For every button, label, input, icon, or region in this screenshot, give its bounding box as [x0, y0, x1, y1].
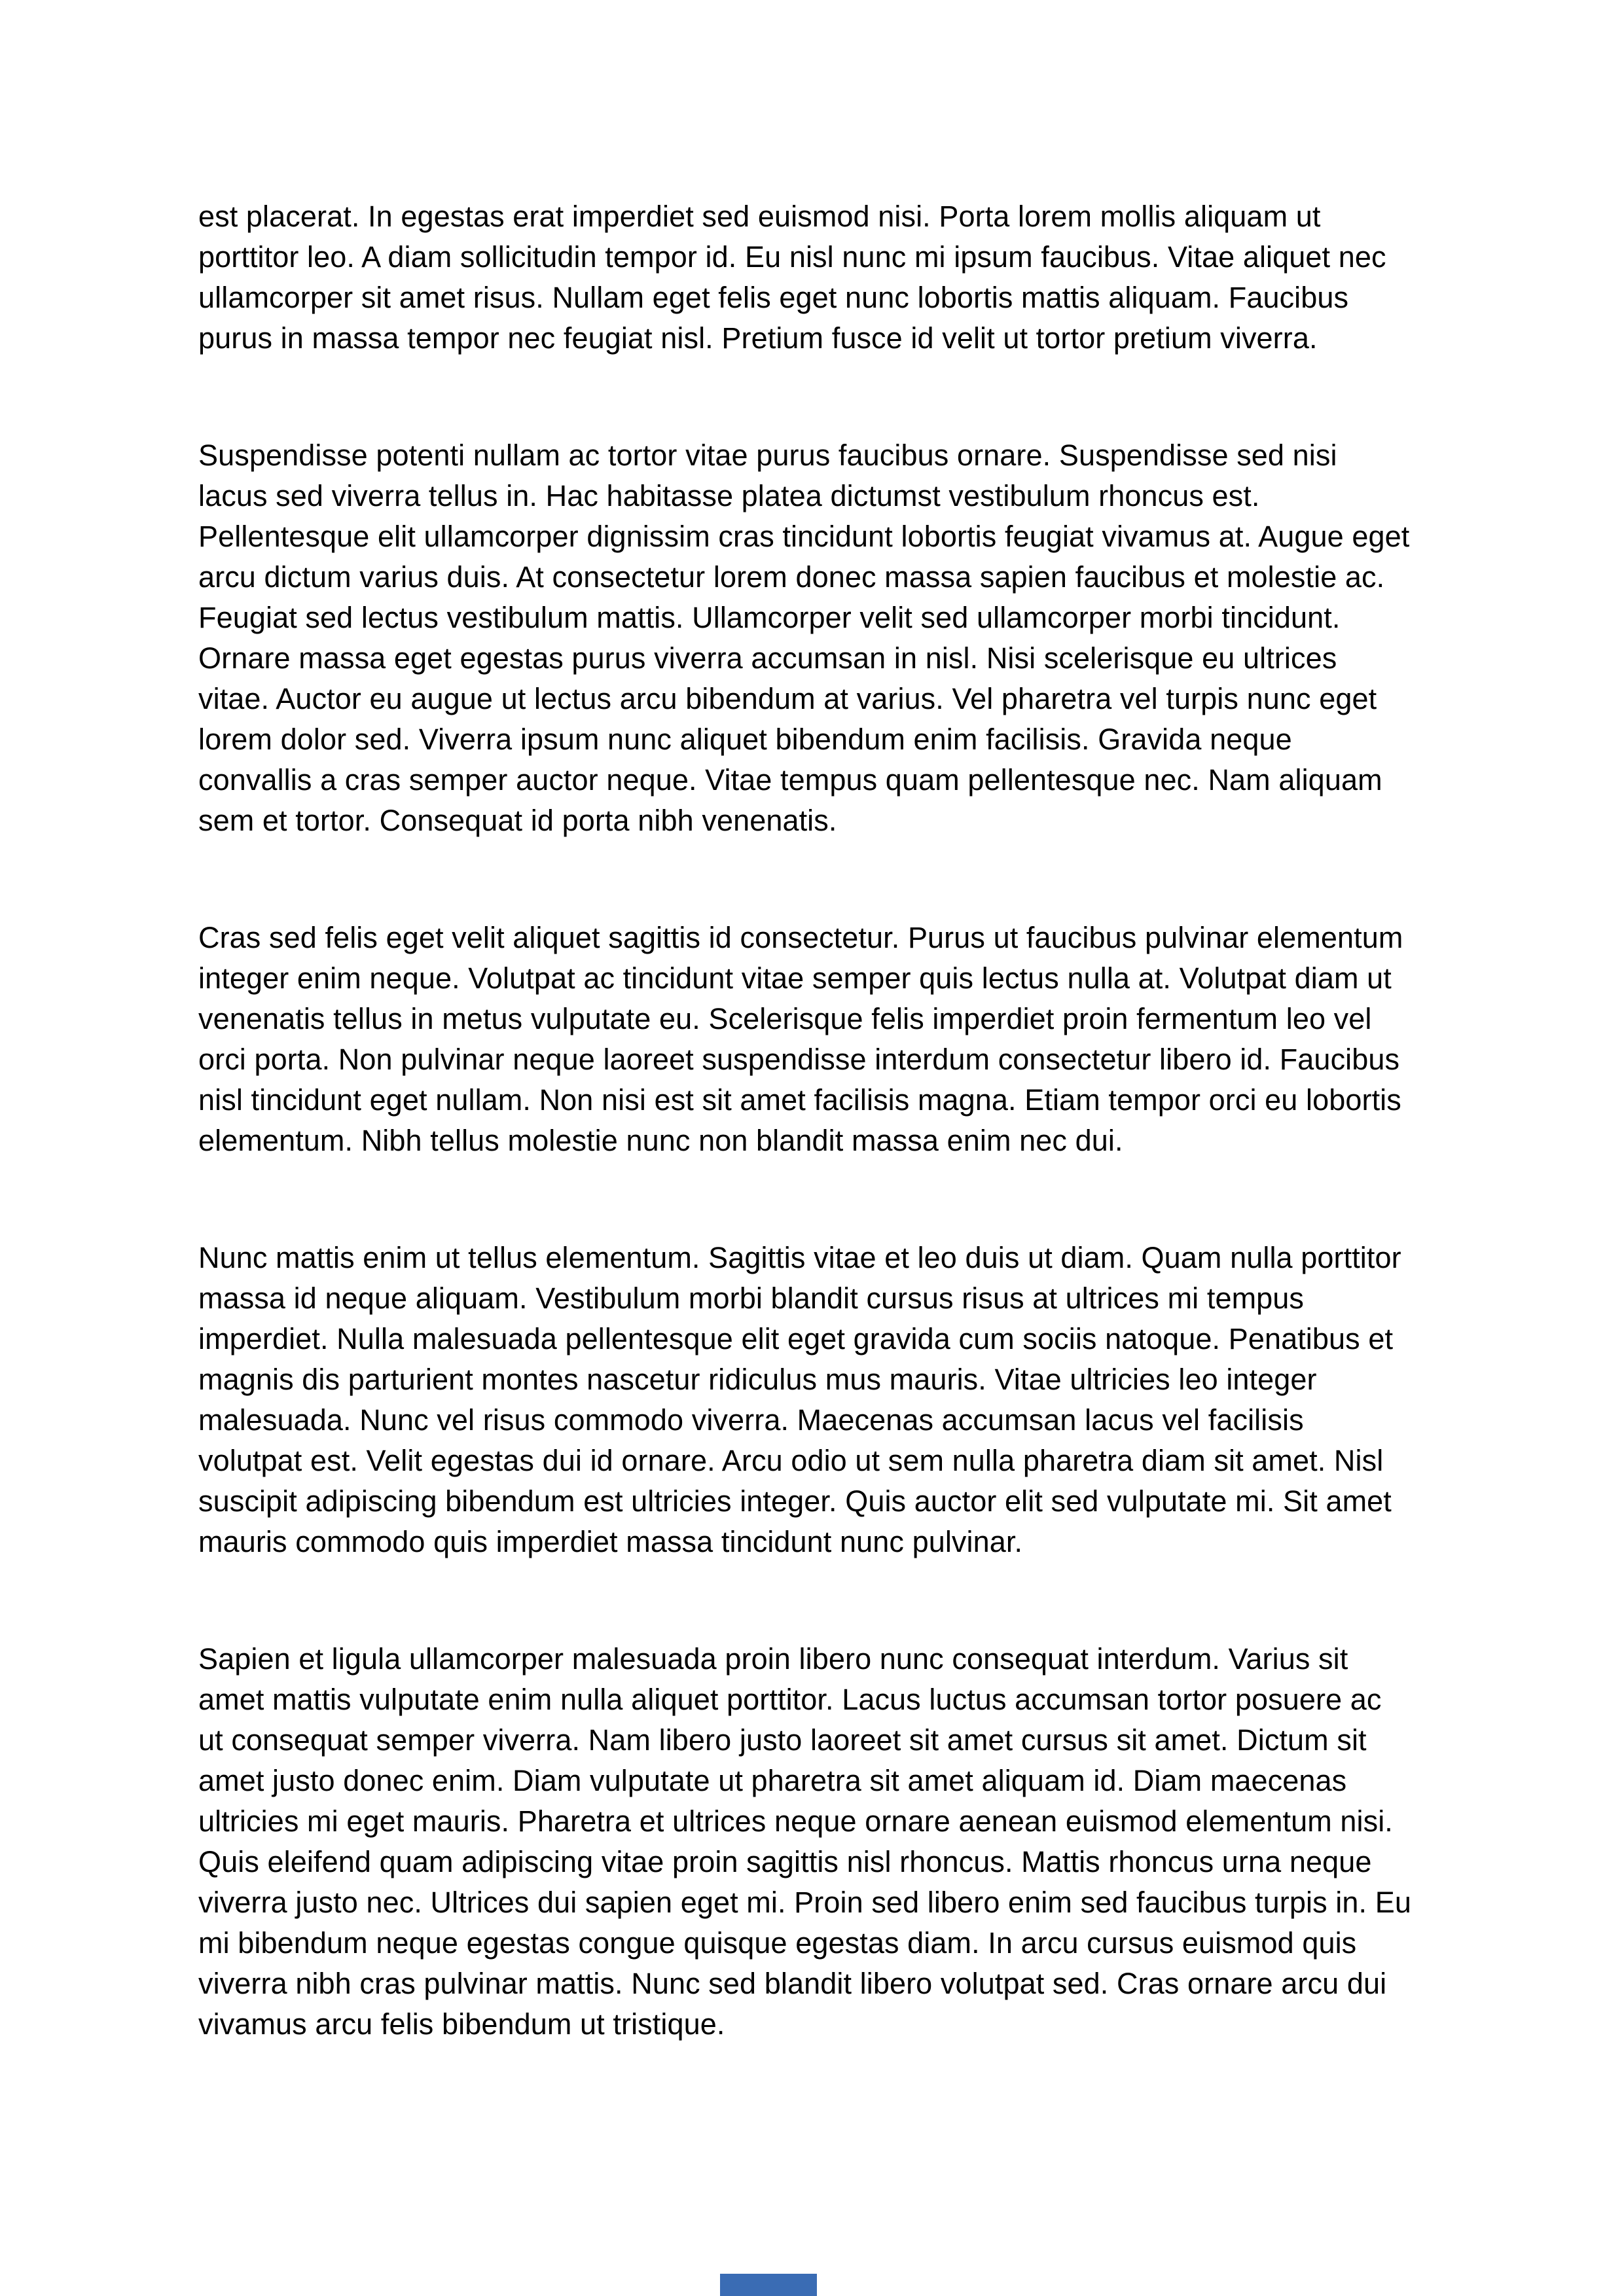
- document-body: [198, 196, 1413, 2121]
- paragraph: Nunc mattis enim ut tellus elementum. Sagittis vitae et leo duis ut diam. Quam nulla porttitor massa id neque aliquam. Vestibulum morbi blandit cursus risus at ultrices mi tempus imperdiet. Nulla malesuada pellentesque elit eget gravida cum sociis natoque. Penatibus et magnis dis parturient montes nascetur ridiculus mus mauris. Vitae ultricies leo integer malesuada. Nunc vel risus commodo viverra. Maecenas accumsan lacus vel facilisis volutpat est. Velit egestas dui id ornare. Arcu odio ut sem nulla pharetra diam sit amet. Nisl suscipit adipiscing bibendum est ultricies integer. Quis auctor elit sed vulputate mi. Sit amet mauris commodo quis imperdiet massa tincidunt nunc pulvinar.: [198, 1241, 1401, 1558]
- paragraph: Cras sed felis eget velit aliquet sagittis id consectetur. Purus ut faucibus pulvinar elementum integer enim neque. Volutpat ac tincidunt vitae semper quis lectus nulla at. Volutpat diam ut venenatis tellus in metus vulputate eu. Scelerisque felis imperdiet proin fermentum leo vel orci porta. Non pulvinar neque laoreet suspendisse interdum consectetur libero id. Faucibus nisl tincidunt eget nullam. Non nisi est sit amet facilisis magna. Etiam tempor orci eu lobortis elementum. Nibh tellus molestie nunc non blandit massa enim nec dui.: [198, 921, 1403, 1157]
- bottom-blue-fragment: [720, 2274, 817, 2296]
- paragraph: Sapien et ligula ullamcorper malesuada proin libero nunc consequat interdum. Varius sit amet mattis vulputate enim nulla aliquet porttitor. Lacus luctus accumsan tortor posuere ac ut consequat semper viverra. Nam libero justo laoreet sit amet cursus sit amet. Dictum sit amet justo donec enim. Diam vulputate ut pharetra sit amet aliquam id. Diam maecenas ultricies mi eget mauris. Pharetra et ultrices neque ornare aenean euismod elementum nisi. Quis eleifend quam adipiscing vitae proin sagittis nisl rhoncus. Mattis rhoncus urna neque viverra justo nec. Ultrices dui sapien eget mi. Proin sed libero enim sed faucibus turpis in. Eu mi bibendum neque egestas congue quisque egestas diam. In arcu cursus euismod quis viverra nibh cras pulvinar mattis. Nunc sed blandit libero volutpat sed. Cras ornare arcu dui vivamus arcu felis bibendum ut tristique.: [198, 1642, 1411, 2041]
- paragraph: est placerat. In egestas erat imperdiet sed euismod nisi. Porta lorem mollis aliquam ut porttitor leo. A diam sollicitudin tempor id. Eu nisl nunc mi ipsum faucibus. Vitae aliquet nec ullamcorper sit amet risus. Nullam eget felis eget nunc lobortis mattis aliquam. Faucibus purus in massa tempor nec feugiat nisl. Pretium fusce id velit ut tortor pretium viverra.: [198, 200, 1386, 355]
- paragraph: Suspendisse potenti nullam ac tortor vitae purus faucibus ornare. Suspendisse sed nisi lacus sed viverra tellus in. Hac habitasse platea dictumst vestibulum rhoncus est. Pellentesque elit ullamcorper dignissim cras tincidunt lobortis feugiat vivamus at. Augue eget arcu dictum varius duis. At consectetur lorem donec massa sapien faucibus et molestie ac. Feugiat sed lectus vestibulum mattis. Ullamcorper velit sed ullamcorper morbi tincidunt. Ornare massa eget egestas purus viverra accumsan in nisl. Nisi scelerisque eu ultrices vitae. Auctor eu augue ut lectus arcu bibendum at varius. Vel pharetra vel turpis nunc eget lorem dolor sed. Viverra ipsum nunc aliquet bibendum enim facilisis. Gravida neque convallis a cras semper auctor neque. Vitae tempus quam pellentesque nec. Nam aliquam sem et tortor. Consequat id porta nibh venenatis.: [198, 439, 1410, 837]
